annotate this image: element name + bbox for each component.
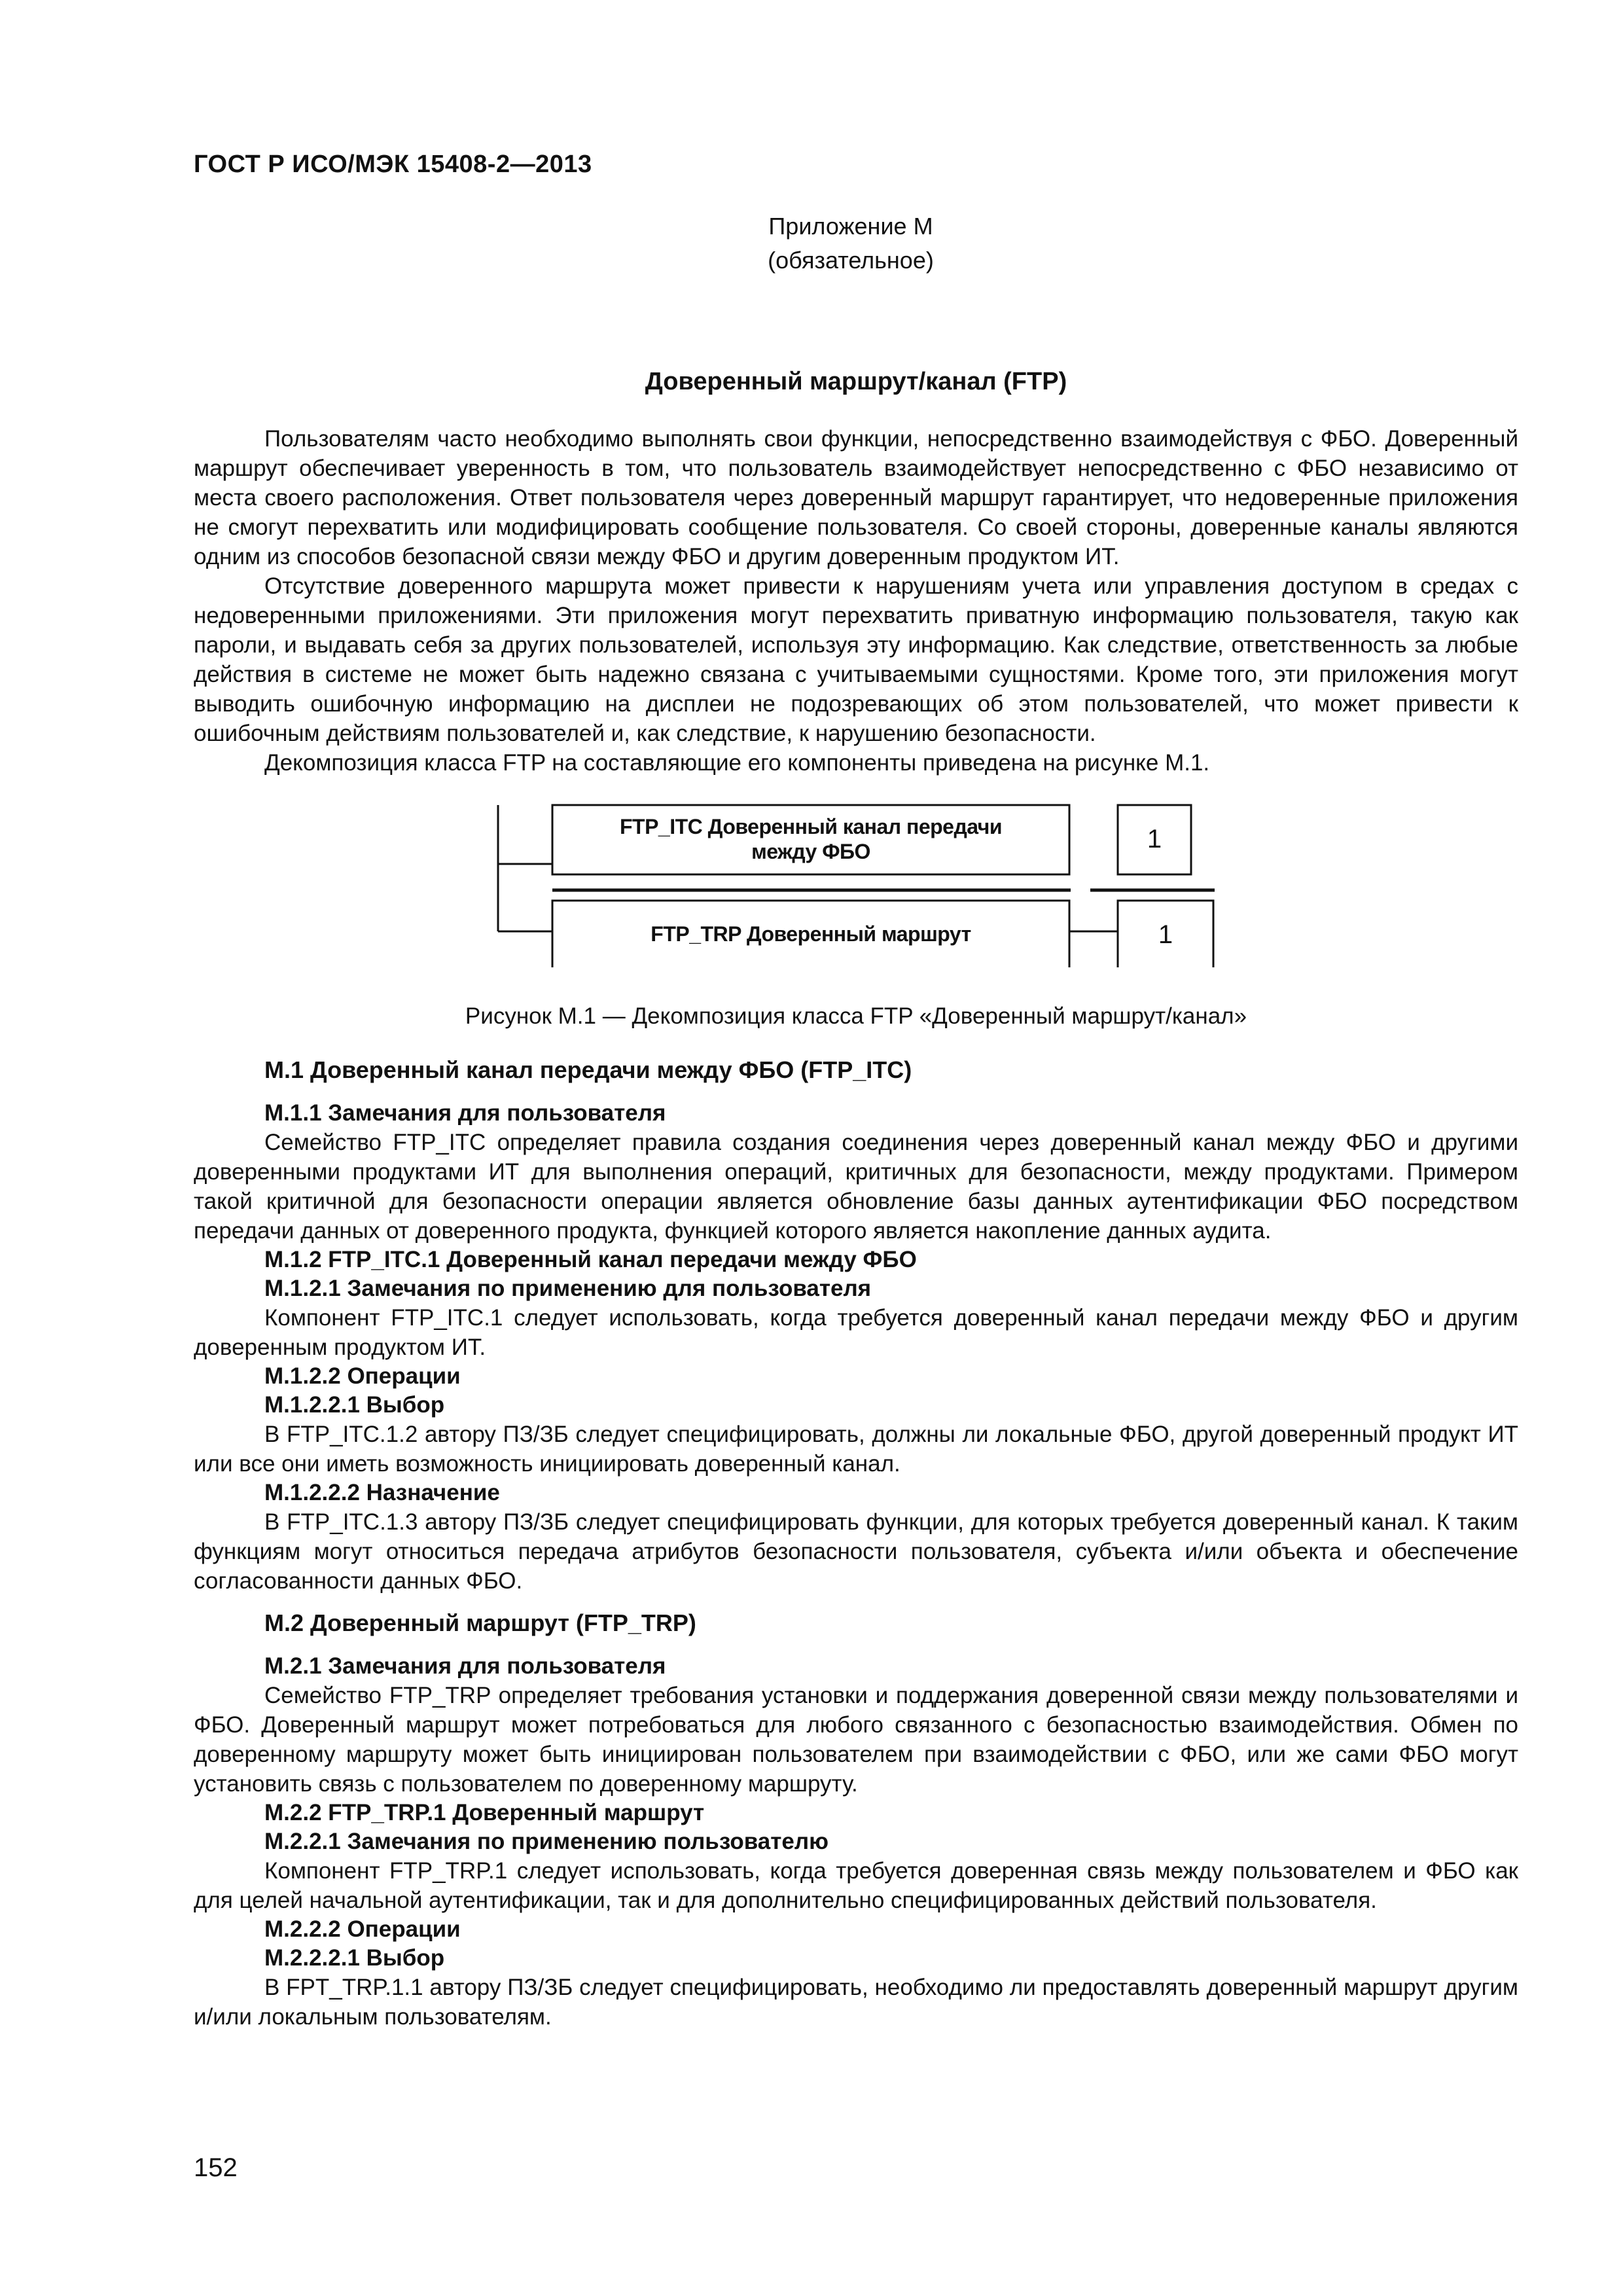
subsection-heading: М.2.2.1 Замечания по применению пользователю: [264, 1829, 829, 1854]
figure-caption: Рисунок М.1 — Декомпозиция класса FTP «Доверенный маршрут/канал»: [465, 1003, 1247, 1029]
appendix-title: Приложение М: [768, 213, 933, 240]
subsection-heading: М.1.2.1 Замечания по применению для пользователя: [264, 1276, 872, 1301]
subsection-heading: М.2.1 Замечания для пользователя: [264, 1653, 666, 1679]
diagram-count-itc: 1: [1147, 825, 1162, 853]
subsection-heading: М.1.2.2 Операции: [264, 1363, 461, 1389]
appendix-label: [654, 209, 1047, 278]
body-paragraph: В FTP_ITC.1.3 автору ПЗ/ЗБ следует специфицировать функции, для которых требуется доверенный канал. К таким функциям могут относиться передача атрибутов безопасности пользователя, субъекта и/или объекта и обеспечение согласованности данных ФБО.: [194, 1509, 1518, 1594]
body-paragraph: Компонент FTP_TRP.1 следует использовать, когда требуется доверенная связь между пользователем и ФБО как для целей начальной аутентификации, так и для дополнительно специфицированных действий пользователя.: [194, 1858, 1518, 1913]
diagram-count-trp: 1: [1158, 920, 1173, 949]
body-paragraph: Семейство FTP_TRP определяет требования установки и поддержания доверенной связи между пользователями и ФБО. Доверенный маршрут может потребоваться для любого связанного с безопасностью взаимодействия. Обмен по доверенному маршруту может быть инициирован пользователем при взаимодействии с ФБО, или же сами ФБО могут установить связь с пользователем по доверенному маршруту.: [194, 1683, 1518, 1797]
section-title: Доверенный маршрут/канал (FTP): [645, 368, 1067, 395]
appendix-status: (обязательное): [768, 247, 934, 274]
subsection-heading: М.1.2.2.2 Назначение: [264, 1480, 500, 1505]
body-paragraph: Компонент FTP_ITC.1 следует использовать, когда требуется доверенный канал передачи между ФБО и другим доверенным продуктом ИТ.: [194, 1305, 1518, 1360]
intro-paragraph: Отсутствие доверенного маршрута может привести к нарушениям учета или управления доступом в средах с недоверенными приложениями. Эти приложения могут перехватить приватную информацию пользователя, такую как пароли, и выдавать себя за других пользователей, используя эту информацию. Как следствие, ответственность за любые действия в системе не может быть надежно связана с учитываемыми сущностями. Кроме того, эти приложения могут выводить ошибочную информацию на дисплеи не подозревающих об этом пользователей, что может привести к ошибочным действиям пользователей и, как следствие, к нарушению безопасности.: [194, 573, 1518, 746]
diagram-box-ftp-itc-line2: между ФБО: [751, 840, 870, 863]
diagram-box-ftp-trp-label: FTP_TRP Доверенный маршрут: [651, 922, 971, 946]
decomposition-diagram: [194, 791, 1518, 967]
section-heading-m2: М.2 Доверенный маршрут (FTP_TRP): [264, 1609, 696, 1636]
page-number: 152: [194, 2153, 238, 2182]
subsection-heading: М.2.2.2.1 Выбор: [264, 1945, 445, 1971]
section-heading-m1: М.1 Доверенный канал передачи между ФБО (FTP_ITC): [264, 1056, 912, 1083]
diagram-box-ftp-itc-label: [552, 814, 1069, 864]
diagram-box-ftp-itc-line1: FTP_ITC Доверенный канал передачи: [619, 815, 1003, 838]
body-paragraph: Семейство FTP_ITC определяет правила создания соединения через доверенный канал между ФБО и другими доверенными продуктами ИТ для выполнения операций, критичных для безопасности, между продуктами. Примером такой критичной для безопасности операции является обновление базы данных аутентификации ФБО посредством передачи данных от доверенного продукта, функцией которого является накопление данных аудита.: [194, 1130, 1518, 1244]
subsection-heading: М.1.1 Замечания для пользователя: [264, 1100, 666, 1126]
intro-paragraph: Декомпозиция класса FTP на составляющие его компоненты приведена на рисунке М.1.: [264, 750, 1210, 776]
subsection-heading: М.1.2.2.1 Выбор: [264, 1392, 445, 1418]
document-header: ГОСТ Р ИСО/МЭК 15408-2—2013: [194, 151, 592, 178]
subsection-heading: М.2.2.2 Операции: [264, 1916, 461, 1942]
subsection-heading: М.2.2 FTP_TRP.1 Доверенный маршрут: [264, 1800, 705, 1825]
body-paragraph: В FTP_ITC.1.2 автору ПЗ/ЗБ следует специфицировать, должны ли локальные ФБО, другой доверенный продукт ИТ или все они иметь возможность инициировать доверенный канал.: [194, 1422, 1518, 1477]
subsection-heading: М.1.2 FTP_ITC.1 Доверенный канал передачи между ФБО: [264, 1247, 917, 1272]
intro-paragraph: Пользователям часто необходимо выполнять свои функции, непосредственно взаимодействуя с ФБО. Доверенный маршрут обеспечивает уверенность в том, что пользователь взаимодействует непосредственно с ФБО независимо от места своего расположения. Ответ пользователя через доверенный маршрут гарантирует, что недоверенные приложения не смогут перехватить или модифицировать сообщение пользователя. Со своей стороны, доверенные каналы являются одним из способов безопасной связи между ФБО и другим доверенным продуктом ИТ.: [194, 426, 1518, 569]
body-paragraph: В FPT_TRP.1.1 автору ПЗ/ЗБ следует специфицировать, необходимо ли предоставлять доверенный маршрут другим и/или локальным пользователям.: [194, 1975, 1518, 2030]
document-body: [194, 424, 1518, 2032]
